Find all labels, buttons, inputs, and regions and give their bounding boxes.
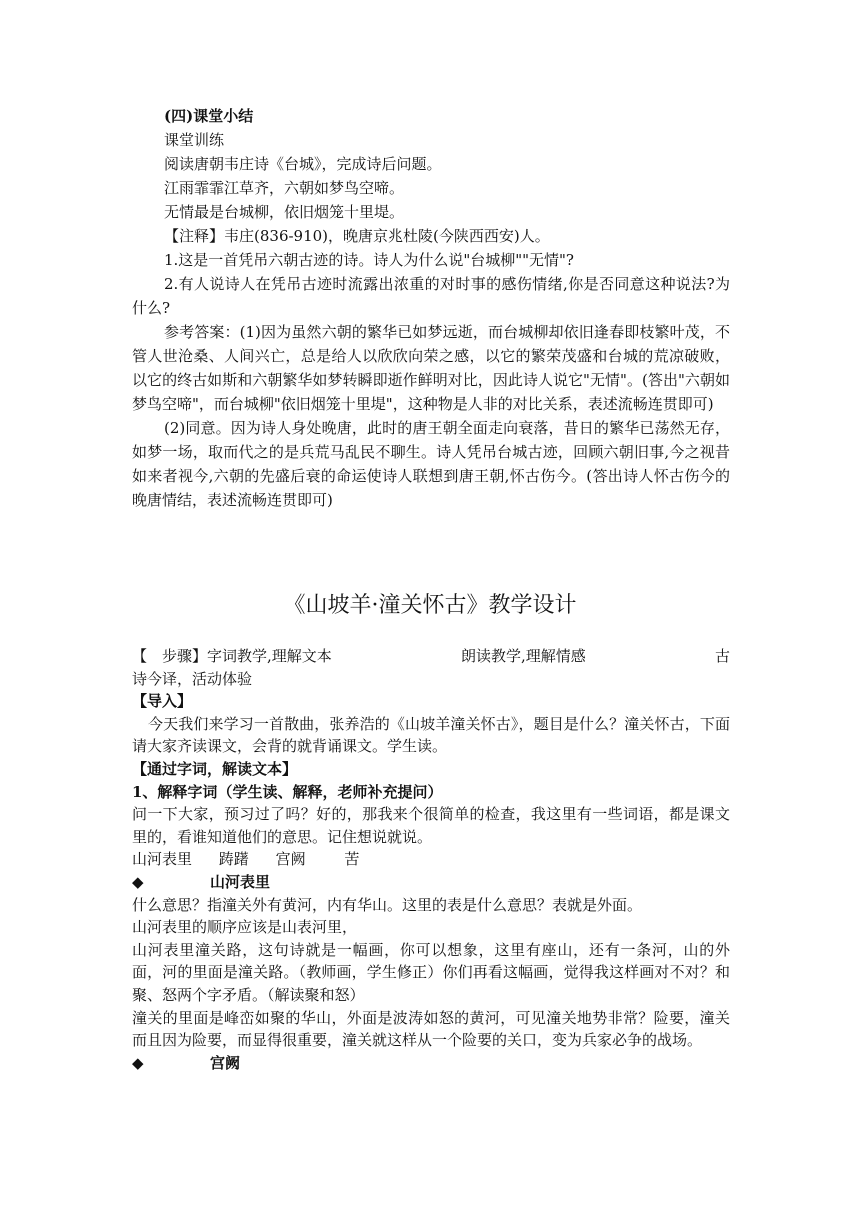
section-heading: (四)课堂小结 — [164, 107, 254, 125]
paragraph-4: 山河表里潼关路，这句诗就是一幅画，你可以想象，这里有座山，还有一条河，山的外面，河的里面是潼关路。（教师画，学生修正）你们再看这幅画，觉得我这样画对不对？和聚、怒两个字矛盾。（解读聚和怒） — [132, 940, 730, 1004]
exercise-label: 课堂训练 — [164, 131, 225, 149]
vocabulary-list — [132, 848, 730, 871]
intro-heading: 【导入】 — [132, 692, 193, 711]
bullet-label: 山河表里 — [210, 872, 271, 891]
section-teaching-design — [132, 645, 730, 1074]
poem-note: 【注释】韦庄(836-910)，晚唐京兆杜陵(今陕西西安)人。 — [164, 227, 550, 245]
section-classroom-summary — [132, 104, 730, 512]
bullet-item-1 — [132, 871, 730, 894]
steps-mid: 朗读教学,理解情感 — [460, 647, 586, 665]
poem-line-1: 江雨霏霏江草齐，六朝如梦鸟空啼。 — [164, 179, 405, 197]
vocab-word: 宫阙 — [275, 850, 306, 869]
document-title: 《山坡羊·潼关怀古》教学设计 — [283, 593, 577, 618]
diamond-bullet-icon: ◆ — [132, 872, 144, 891]
answer-1: 参考答案：(1)因为虽然六朝的繁华已如梦远逝，而台城柳却依旧逢春即枝繁叶茂，不管人世沧桑、人间兴亡，总是给人以欣欣向荣之感，以它的繁荣茂盛和台城的荒凉破败，以它的终古如斯和六朝繁华如梦转瞬即逝作鲜明对比，因此诗人说它"无情"。(答出"六朝如梦鸟空啼"，而台城柳"依旧烟笼十里堤"，这种物是人非的对比关系，表述流畅连贯即可) — [132, 323, 730, 413]
paragraph-2: 什么意思？指潼关外有黄河，内有华山。这里的表是什么意思？表就是外面。 — [132, 895, 643, 914]
intro-text: 今天我们来学习一首散曲，张养浩的《山坡羊潼关怀古》，题目是什么？潼关怀古，下面请大家齐读课文，会背的就背诵课文。学生读。 — [132, 714, 730, 756]
vocab-word: 踌躇 — [218, 850, 249, 869]
paragraph-3: 山河表里的顺序应该是山表河里， — [132, 918, 358, 937]
exercise-instruction: 阅读唐朝韦庄诗《台城》，完成诗后问题。 — [164, 155, 442, 173]
paragraph-5: 潼关的里面是峰峦如聚的华山，外面是波涛如怒的黄河，可见潼关地势非常？险要，潼关而且因为险要，而显得很重要，潼关就这样从一个险要的关口，变为兵家必争的战场。 — [132, 1008, 730, 1050]
diamond-bullet-icon: ◆ — [132, 1053, 144, 1072]
question-1: 1.这是一首凭吊六朝古迹的诗。诗人为什么说"台城柳""无情"? — [164, 251, 574, 269]
vocab-word: 苦 — [344, 850, 360, 869]
steps-line-2: 诗今译，活动体验 — [132, 669, 253, 688]
words-heading: 【通过字词，解读文本】 — [132, 759, 298, 778]
answer-2: (2)同意。因为诗人身处晚唐，此时的唐王朝全面走向衰落，昔日的繁华已荡然无存，如梦一场，取而代之的是兵荒马乱民不聊生。诗人凭吊台城古迹，回顾六朝旧事,今之视昔如来者视今,六朝的先盛后衰的命运使诗人联想到唐王朝,怀古伤今。(答出诗人怀古伤今的晚唐情结，表述流畅连贯即可) — [132, 419, 730, 509]
steps-right: 古 — [714, 647, 730, 665]
steps-label: 【 步骤】字词教学,理解文本 — [132, 647, 332, 665]
subheading-1: 1、解释字词（学生读、解释，老师补充提问） — [132, 782, 443, 801]
vocab-word: 山河表里 — [132, 850, 193, 869]
bullet-item-2 — [132, 1052, 730, 1075]
steps-line — [132, 645, 730, 668]
bullet-label: 宫阙 — [210, 1053, 241, 1072]
paragraph-1: 问一下大家，预习过了吗？好的，那我来个很简单的检查，我这里有一些词语，都是课文里的，看谁知道他们的意思。记住想说就说。 — [132, 805, 730, 846]
question-2: 2.有人说诗人在凭吊古迹时流露出浓重的对时事的感伤情绪,你是否同意这种说法?为什么? — [132, 275, 730, 317]
poem-line-2: 无情最是台城柳，依旧烟笼十里堤。 — [164, 203, 405, 221]
